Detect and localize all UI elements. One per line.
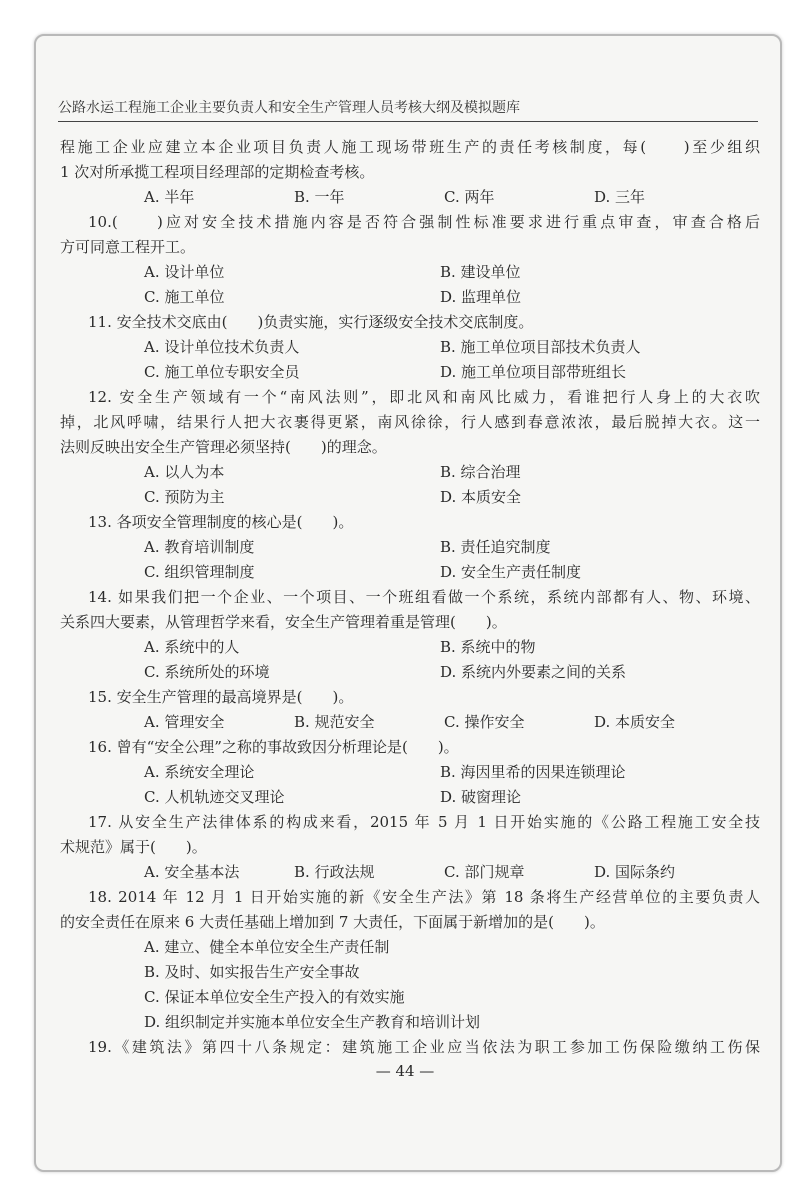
options-row xyxy=(60,535,760,560)
options-row xyxy=(60,635,760,660)
option: C. 两年 xyxy=(444,188,495,206)
option: B. 海因里希的因果连锁理论 xyxy=(440,763,626,781)
text-line: 12. 安全生产领域有一个“南风法则”，即北风和南风比威力，看谁把行人身上的大衣吹 xyxy=(88,388,760,406)
option: C. 施工单位专职安全员 xyxy=(144,363,300,381)
option: B. 一年 xyxy=(294,188,345,206)
option: A. 管理安全 xyxy=(144,713,225,731)
options-row xyxy=(60,785,760,810)
text-line: 17. 从安全生产法律体系的构成来看，2015 年 5 月 1 日开始实施的《公路工程施工安全技 xyxy=(88,813,760,831)
options-row xyxy=(60,185,760,210)
text-line: 15. 安全生产管理的最高境界是( )。 xyxy=(88,688,354,706)
options-row xyxy=(60,260,760,285)
option: B. 建设单位 xyxy=(440,263,521,281)
option: D. 组织制定并实施本单位安全生产教育和培训计划 xyxy=(144,1013,481,1031)
option: B. 施工单位项目部技术负责人 xyxy=(440,338,641,356)
header-rule xyxy=(58,121,758,122)
text-line: 法则反映出安全生产管理必须坚持( )的理念。 xyxy=(60,438,387,456)
page-number: — 44 — xyxy=(375,1062,435,1080)
option: B. 责任追究制度 xyxy=(440,538,551,556)
option: A. 设计单位 xyxy=(144,263,225,281)
option: D. 施工单位项目部带班组长 xyxy=(440,363,627,381)
text-line: 1 次对所承揽工程项目经理部的定期检查考核。 xyxy=(60,163,375,181)
option: C. 系统所处的环境 xyxy=(144,663,270,681)
text-line: 11. 安全技术交底由( )负责实施，实行逐级安全技术交底制度。 xyxy=(88,313,534,331)
option: C. 预防为主 xyxy=(144,488,225,506)
option: C. 组织管理制度 xyxy=(144,563,255,581)
options-row xyxy=(60,360,760,385)
option: A. 以人为本 xyxy=(144,463,225,481)
option: D. 本质安全 xyxy=(594,713,676,731)
text-line: 关系四大要素，从管理哲学来看，安全生产管理着重是管理( )。 xyxy=(60,613,507,631)
option: C. 施工单位 xyxy=(144,288,225,306)
text-line: 19.《建筑法》第四十八条规定：建筑施工企业应当依法为职工参加工伤保险缴纳工伤保 xyxy=(88,1038,760,1056)
option: D. 本质安全 xyxy=(440,488,522,506)
text-line: 10.( )应对安全技术措施内容是否符合强制性标准要求进行重点审查，审查合格后 xyxy=(88,213,760,231)
option: B. 系统中的物 xyxy=(440,638,536,656)
option: A. 建立、健全本单位安全生产责任制 xyxy=(144,938,390,956)
options-row xyxy=(60,485,760,510)
option: D. 国际条约 xyxy=(594,863,676,881)
options-row xyxy=(60,285,760,310)
option: D. 三年 xyxy=(594,188,646,206)
options-row xyxy=(60,335,760,360)
options-row xyxy=(60,660,760,685)
text-line: 方可同意工程开工。 xyxy=(60,238,196,256)
text-line: 14. 如果我们把一个企业、一个项目、一个班组看做一个系统，系统内部都有人、物、环境、 xyxy=(88,588,760,606)
option: A. 系统中的人 xyxy=(144,638,240,656)
page-body xyxy=(60,135,760,1060)
option: A. 设计单位技术负责人 xyxy=(144,338,300,356)
options-row xyxy=(60,560,760,585)
option: B. 综合治理 xyxy=(440,463,521,481)
text-line: 16. 曾有“安全公理”之称的事故致因分析理论是( )。 xyxy=(88,738,459,756)
options-row xyxy=(60,710,760,735)
running-header: 公路水运工程施工企业主要负责人和安全生产管理人员考核大纲及模拟题库 xyxy=(58,100,520,116)
option: B. 及时、如实报告生产安全事故 xyxy=(144,963,360,981)
option: A. 系统安全理论 xyxy=(144,763,255,781)
text-line: 掉，北风呼啸，结果行人把大衣裹得更紧，南风徐徐，行人感到春意浓浓，最后脱掉大衣。这一 xyxy=(60,413,760,431)
option: D. 破窗理论 xyxy=(440,788,522,806)
option: C. 保证本单位安全生产投入的有效实施 xyxy=(144,988,405,1006)
option: B. 行政法规 xyxy=(294,863,375,881)
option: D. 系统内外要素之间的关系 xyxy=(440,663,627,681)
option: C. 部门规章 xyxy=(444,863,525,881)
option: D. 监理单位 xyxy=(440,288,522,306)
option: A. 教育培训制度 xyxy=(144,538,255,556)
options-row xyxy=(60,460,760,485)
option: D. 安全生产责任制度 xyxy=(440,563,582,581)
option: C. 操作安全 xyxy=(444,713,525,731)
text-line: 18. 2014 年 12 月 1 日开始实施的新《安全生产法》第 18 条将生产经营单位的主要负责人 xyxy=(88,888,760,906)
option: C. 人机轨迹交叉理论 xyxy=(144,788,285,806)
text-line: 程施工企业应建立本企业项目负责人施工现场带班生产的责任考核制度，每( )至少组织 xyxy=(60,138,760,156)
text-line: 术规范》属于( )。 xyxy=(60,838,207,856)
options-row xyxy=(60,760,760,785)
text-line: 的安全责任在原来 6 大责任基础上增加到 7 大责任，下面属于新增加的是( )。 xyxy=(60,913,605,931)
text-line: 13. 各项安全管理制度的核心是( )。 xyxy=(88,513,354,531)
option: A. 安全基本法 xyxy=(144,863,240,881)
option: B. 规范安全 xyxy=(294,713,375,731)
option: A. 半年 xyxy=(144,188,195,206)
options-row xyxy=(60,860,760,885)
